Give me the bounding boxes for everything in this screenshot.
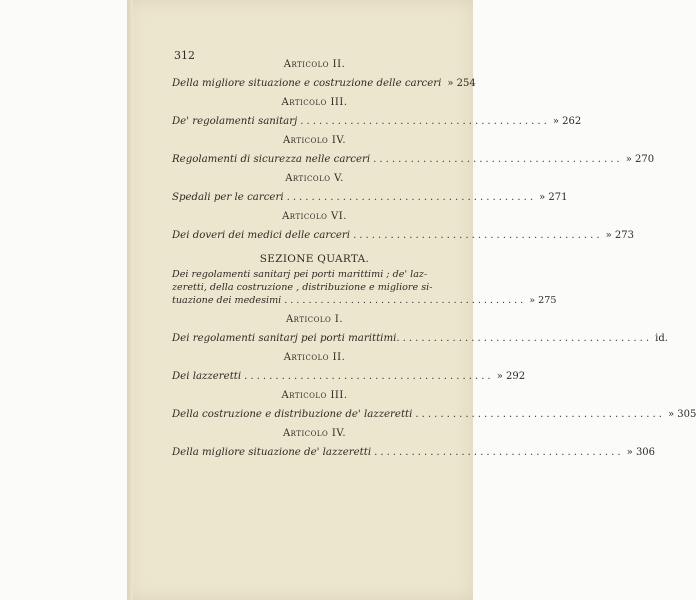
entry-page-ref: id. bbox=[655, 333, 668, 344]
entry-title: Dei regolamenti sanitarj pei porti marittimi. bbox=[172, 333, 400, 344]
toc-entry bbox=[172, 365, 526, 389]
entry-page-ref: » 254 bbox=[447, 78, 476, 89]
entry-page-ref: » 305 bbox=[667, 409, 696, 420]
page-spine-shadow bbox=[127, 0, 133, 600]
entry-page-ref: » 292 bbox=[496, 371, 526, 382]
toc-block bbox=[172, 96, 582, 134]
toc-block bbox=[172, 172, 568, 210]
leader-dots: ........................................ bbox=[244, 371, 494, 382]
toc-entry bbox=[172, 72, 476, 96]
section-entry bbox=[172, 268, 557, 307]
toc-entry bbox=[172, 441, 656, 465]
entry-title: Spedali per le carceri bbox=[172, 192, 284, 203]
entry-title: Della migliore situazione e costruzione delle carceri bbox=[172, 78, 442, 89]
article-heading: Articolo II. bbox=[283, 352, 346, 363]
toc-block bbox=[172, 58, 476, 96]
entry-page-ref: » 306 bbox=[626, 447, 656, 458]
entry-page-ref: » 273 bbox=[605, 230, 634, 241]
entry-title: Dei doveri dei medici delle carceri bbox=[172, 230, 351, 241]
leader-dots: ........................................ bbox=[300, 116, 550, 127]
article-heading: Articolo V. bbox=[285, 173, 344, 184]
article-heading: Articolo IV. bbox=[282, 428, 347, 439]
entry-page-ref: » 271 bbox=[539, 192, 568, 203]
toc-entry bbox=[172, 403, 696, 427]
toc-entry bbox=[172, 148, 655, 172]
toc-block bbox=[172, 210, 634, 248]
toc-entry bbox=[172, 110, 582, 134]
article-heading: Articolo III. bbox=[281, 97, 348, 108]
article-heading: Articolo VI. bbox=[282, 211, 347, 222]
table-of-contents bbox=[172, 50, 696, 465]
leader-dots: ........................................ bbox=[353, 230, 603, 241]
article-heading: Articolo III. bbox=[281, 390, 348, 401]
toc-block bbox=[172, 427, 656, 465]
section-entry-last-line bbox=[172, 294, 557, 307]
entry-page-ref: » 262 bbox=[552, 116, 582, 127]
leader-dots: ........................................ bbox=[373, 154, 623, 165]
leader-dots: ........................................ bbox=[415, 409, 665, 420]
toc-block bbox=[172, 351, 526, 389]
entry-title: Dei lazzeretti bbox=[172, 371, 242, 382]
article-heading: Articolo II. bbox=[283, 59, 346, 70]
leader-dots: ........................................ bbox=[286, 192, 537, 203]
toc-block bbox=[172, 389, 696, 427]
section-entry-line: zeretti, della costruzione , distribuzione e migliore si- bbox=[172, 282, 433, 293]
section-entry-line: Dei regolamenti sanitarj pei porti marittimi ; de' laz- bbox=[172, 269, 428, 280]
section-entry-line: tuazione dei medesimi bbox=[172, 295, 282, 306]
section-title: SEZIONE QUARTA. bbox=[259, 253, 370, 265]
toc-entry bbox=[172, 186, 568, 210]
toc-entry bbox=[172, 224, 634, 248]
leader-dots: ........................................ bbox=[374, 447, 624, 458]
article-heading: Articolo IV. bbox=[282, 135, 347, 146]
toc-block bbox=[172, 313, 668, 351]
entry-title: De' regolamenti sanitarj bbox=[172, 116, 298, 127]
article-heading: Articolo I. bbox=[285, 314, 344, 325]
leader-dots: ........................................ bbox=[402, 333, 653, 344]
entry-title: Della migliore situazione de' lazzeretti bbox=[172, 447, 372, 458]
page-number: 312 bbox=[174, 49, 195, 62]
entry-title: Regolamenti di sicurezza nelle carceri bbox=[172, 154, 371, 165]
leader-dots: ........................................ bbox=[284, 295, 527, 306]
entry-title: Della costruzione e distribuzione de' lazzeretti bbox=[172, 409, 413, 420]
entry-page-ref: » 275 bbox=[529, 295, 557, 306]
toc-entry bbox=[172, 327, 668, 351]
entry-page-ref: » 270 bbox=[625, 154, 655, 165]
toc-block bbox=[172, 134, 655, 172]
